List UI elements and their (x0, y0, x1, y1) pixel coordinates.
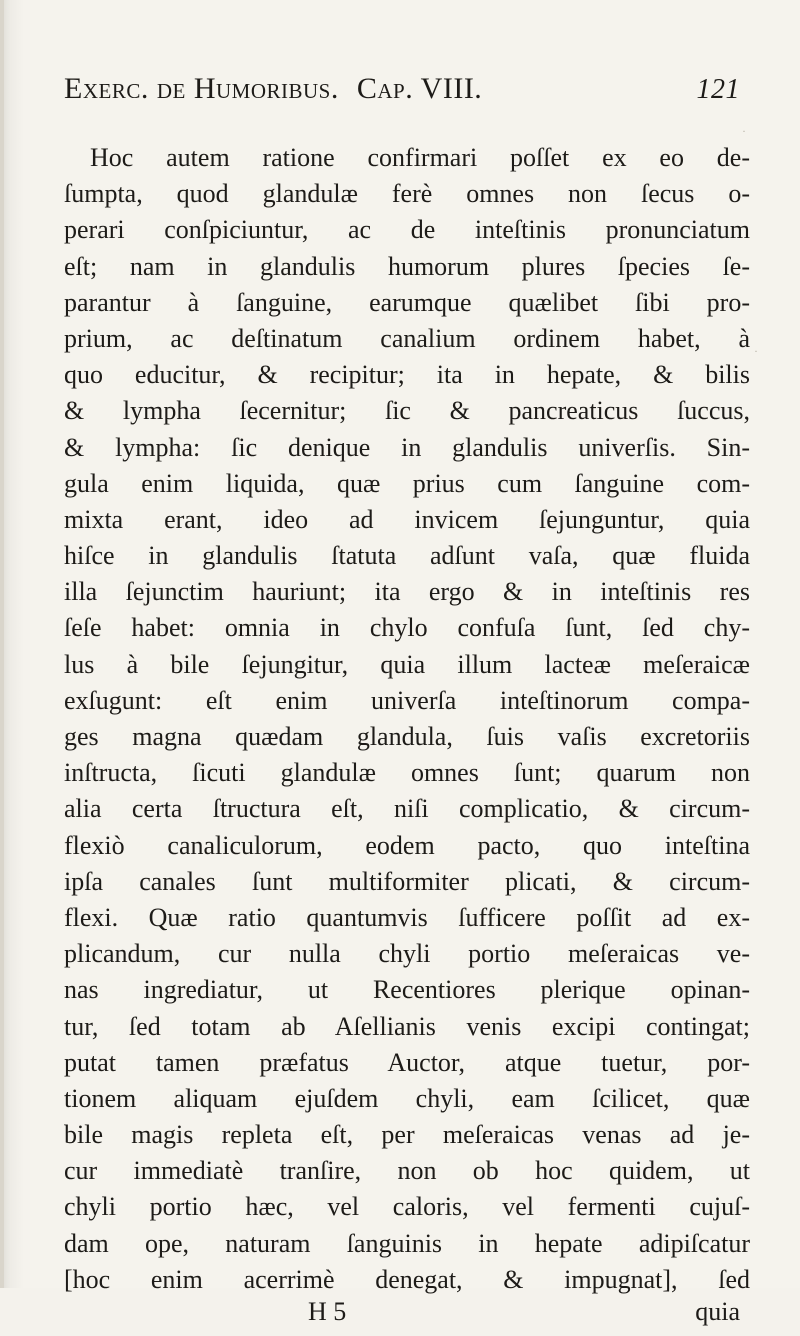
text-line: exſugunt: eſt enim univerſa inteſtinorum compa- (64, 685, 750, 715)
running-head (64, 72, 744, 118)
text-line: [hoc enim acerrimè denegat, & impugnat], ſed (64, 1264, 750, 1294)
text-line: parantur à ſanguine, earumque quælibet ſibi pro- (64, 287, 750, 317)
catchword: quia (695, 1297, 740, 1327)
text-line: inſtructa, ſicuti glandulæ omnes ſunt; quarum non (64, 758, 750, 788)
signature-line (64, 1294, 750, 1330)
text-line: plicandum, cur nulla chyli portio meſeraicas ve- (64, 939, 750, 969)
text-line: bile magis repleta eſt, per meſeraicas venas ad je- (64, 1120, 750, 1150)
text-line: mixta erant, ideo ad invicem ſejunguntur, quia (64, 504, 750, 534)
text-line: alia certa ſtructura eſt, niſi complicatio, & circum- (64, 794, 750, 824)
text-line: nas ingrediatur, ut Recentiores plerique opinan- (64, 975, 750, 1005)
text-line: ſeſe habet: omnia in chylo confuſa ſunt, ſed chy- (64, 613, 750, 643)
text-line: lus à bile ſejungitur, quia illum lacteæ meſeraicæ (64, 649, 750, 679)
text-line: tionem aliquam ejuſdem chyli, eam ſcilicet, quæ (64, 1083, 750, 1113)
text-line: quo educitur, & recipitur; ita in hepate, & bilis (64, 360, 750, 390)
text-line: ſumpta, quod glandulæ ferè omnes non ſecus o- (64, 179, 750, 209)
text-line: gula enim liquida, quæ prius cum ſanguine com- (64, 468, 750, 498)
text-line: tur, ſed totam ab Aſellianis venis excipi contingat; (64, 1011, 750, 1041)
running-head-title: Exerc. de Humoribus. (64, 72, 339, 105)
running-head-chapter: Cap. VIII. (356, 72, 483, 105)
text-line: Hoc autem ratione confirmari poſſet ex eo de- (90, 143, 750, 172)
text-line: ges magna quædam glandula, ſuis vaſis excretoriis (64, 722, 750, 751)
stray-mark: · (742, 124, 746, 138)
text-line: & lympha: ſic denique in glandulis univerſis. Sin- (64, 432, 750, 462)
text-line: illa ſejunctim hauriunt; ita ergo & in inteſtinis res (64, 577, 750, 607)
text-line: flexi. Quæ ratio quantumvis ſufficere poſſit ad ex- (64, 902, 750, 932)
text-line: chyli portio hæc, vel caloris, vel fermenti cujuſ- (64, 1192, 750, 1222)
text-line: eſt; nam in glandulis humorum plures ſpecies ſe- (64, 251, 750, 281)
body-text (64, 140, 750, 1298)
text-line: flexiò canaliculorum, eodem pacto, quo inteſtina (64, 830, 750, 860)
text-line: cur immediatè tranſire, non ob hoc quidem, ut (64, 1156, 750, 1186)
text-line: hiſce in glandulis ſtatuta adſunt vaſa, quæ fluida (64, 541, 750, 571)
gutter-edge (0, 0, 4, 1288)
text-line: dam ope, naturam ſanguinis in hepate adipiſcatur (64, 1228, 750, 1258)
text-line: putat tamen præfatus Auctor, atque tuetur, por- (64, 1047, 750, 1077)
signature-mark: H 5 (308, 1297, 347, 1327)
text-line: ipſa canales ſunt multiformiter plicati, & circum- (64, 866, 750, 896)
text-line: prium, ac deſtinatum canalium ordinem habet, à (64, 323, 750, 353)
page-number: 121 (696, 74, 740, 105)
stray-mark: · (754, 344, 758, 358)
text-line: perari conſpiciuntur, ac de inteſtinis pronunciatum (64, 215, 750, 245)
text-line: & lympha ſecernitur; ſic & pancreaticus ſuccus, (64, 396, 750, 426)
